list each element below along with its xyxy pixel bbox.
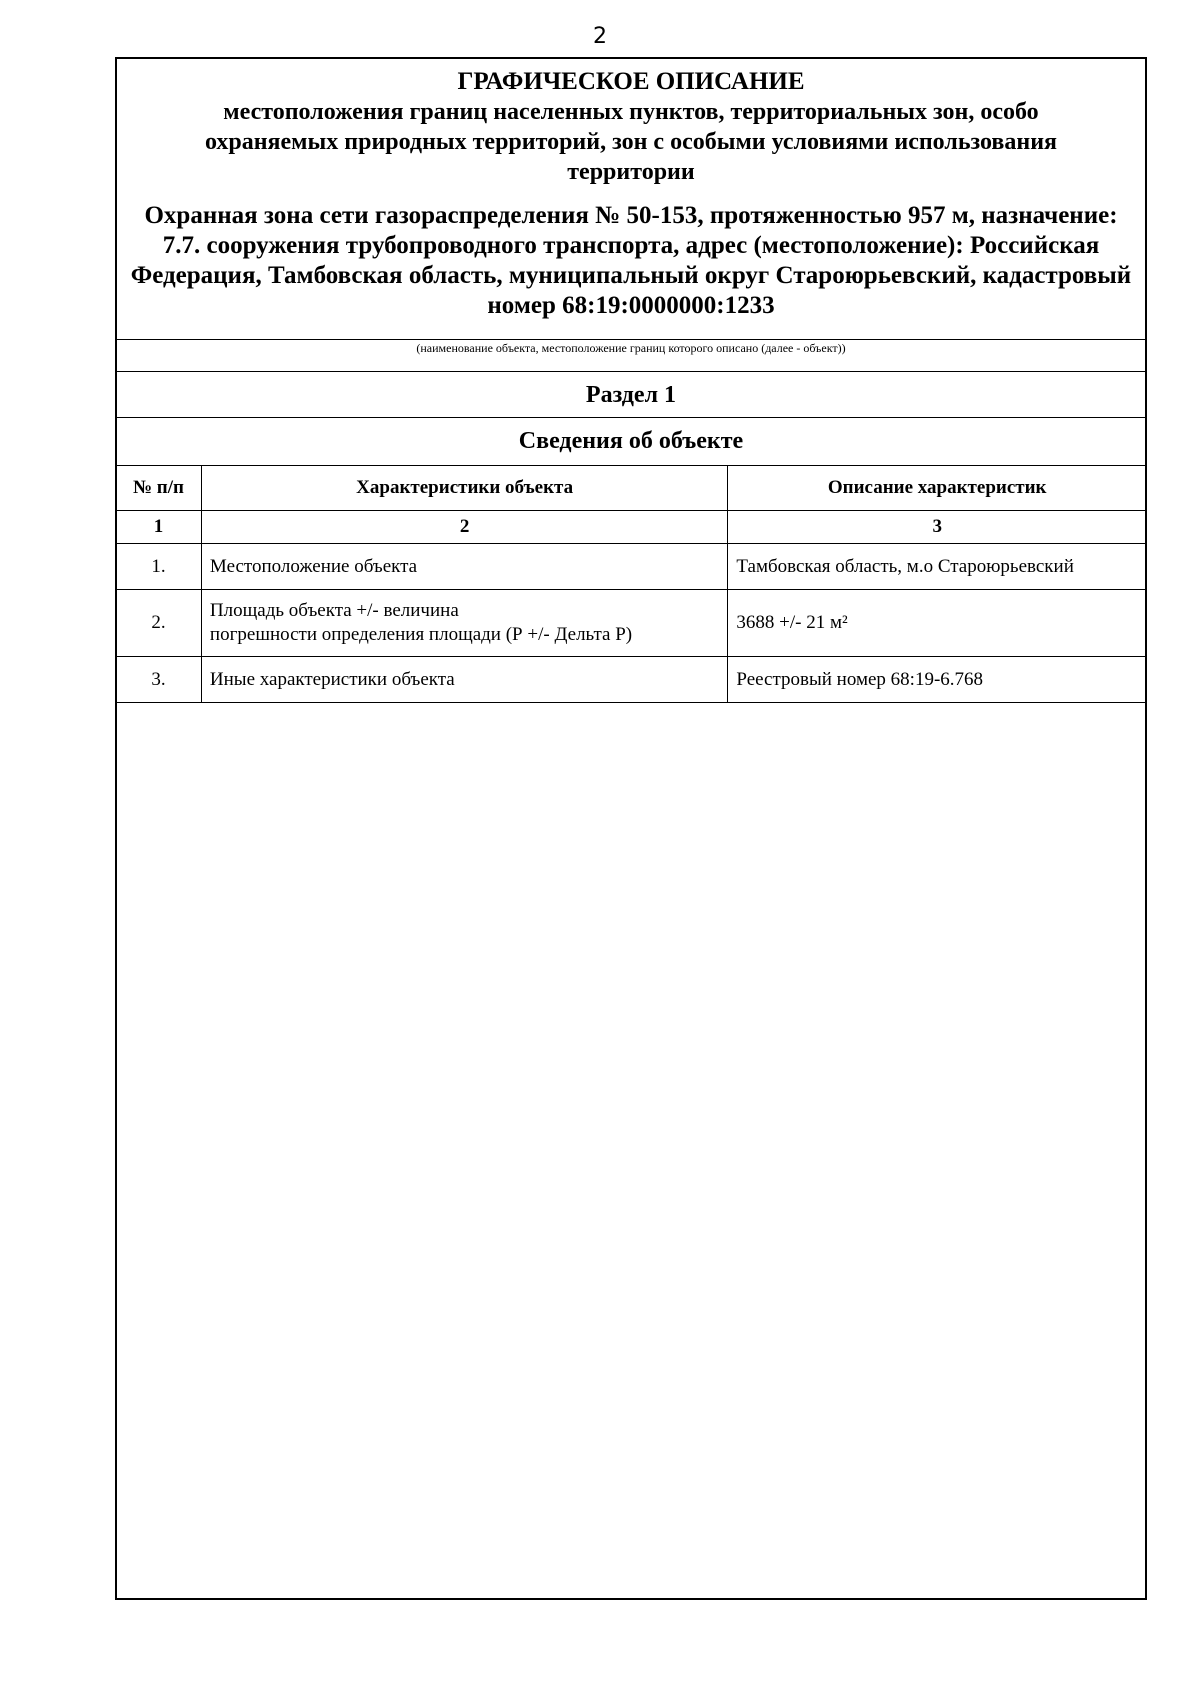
row-description: 3688 +/- 21 м² [728, 590, 1147, 657]
table-header-row [116, 466, 1147, 511]
divider [117, 339, 1145, 340]
column-number: 2 [201, 511, 727, 544]
row-number: 1. [116, 544, 202, 590]
table-row [116, 544, 1147, 590]
row-description: Реестровый номер 68:19-6.768 [728, 657, 1147, 703]
object-name: Охранная зона сети газораспределения № 50-153, протяженностью 957 м, назначение: 7.7. сооружения трубопроводного транспорта, адрес (местоположение): Российская Федерация, Тамбовская область, муниципальный округ Староюрьевский, кадастровый номер 68:19:0000000:1233 [130, 202, 1132, 319]
row-number: 2. [116, 590, 202, 657]
document-title: ГРАФИЧЕСКОЕ ОПИСАНИЕ [457, 68, 805, 95]
row-characteristic [201, 590, 727, 657]
row-characteristic-line: Площадь объекта +/- величина [209, 600, 459, 621]
row-characteristic: Местоположение объекта [201, 544, 727, 590]
object-info-table [115, 465, 1147, 703]
column-number: 1 [116, 511, 202, 544]
row-number: 3. [116, 657, 202, 703]
document-frame [115, 57, 1147, 1600]
row-description: Тамбовская область, м.о Староюрьевский [728, 544, 1147, 590]
column-number: 3 [728, 511, 1147, 544]
column-header-number: № п/п [116, 466, 202, 511]
document-header [117, 59, 1145, 321]
column-header-description: Описание характеристик [728, 466, 1147, 511]
section-subtitle: Сведения об объекте [518, 428, 744, 454]
page-number: 2 [593, 24, 607, 49]
row-characteristic-line: погрешности определения площади (Р +/- Дельта Р) [209, 624, 633, 645]
table-row [116, 657, 1147, 703]
table-row [116, 590, 1147, 657]
column-number-row [116, 511, 1147, 544]
divider [117, 417, 1145, 418]
column-header-characteristic: Характеристики объекта [201, 466, 727, 511]
object-name-caption: (наименование объекта, местоположение границ которого описано (далее - объект)) [416, 341, 846, 355]
section-title: Раздел 1 [585, 382, 677, 408]
divider [117, 371, 1145, 372]
row-characteristic: Иные характеристики объекта [201, 657, 727, 703]
document-subtitle: местоположения границ населенных пунктов, территориальных зон, особо охраняемых природных территорий, зон с особыми условиями использования территории [204, 99, 1058, 185]
